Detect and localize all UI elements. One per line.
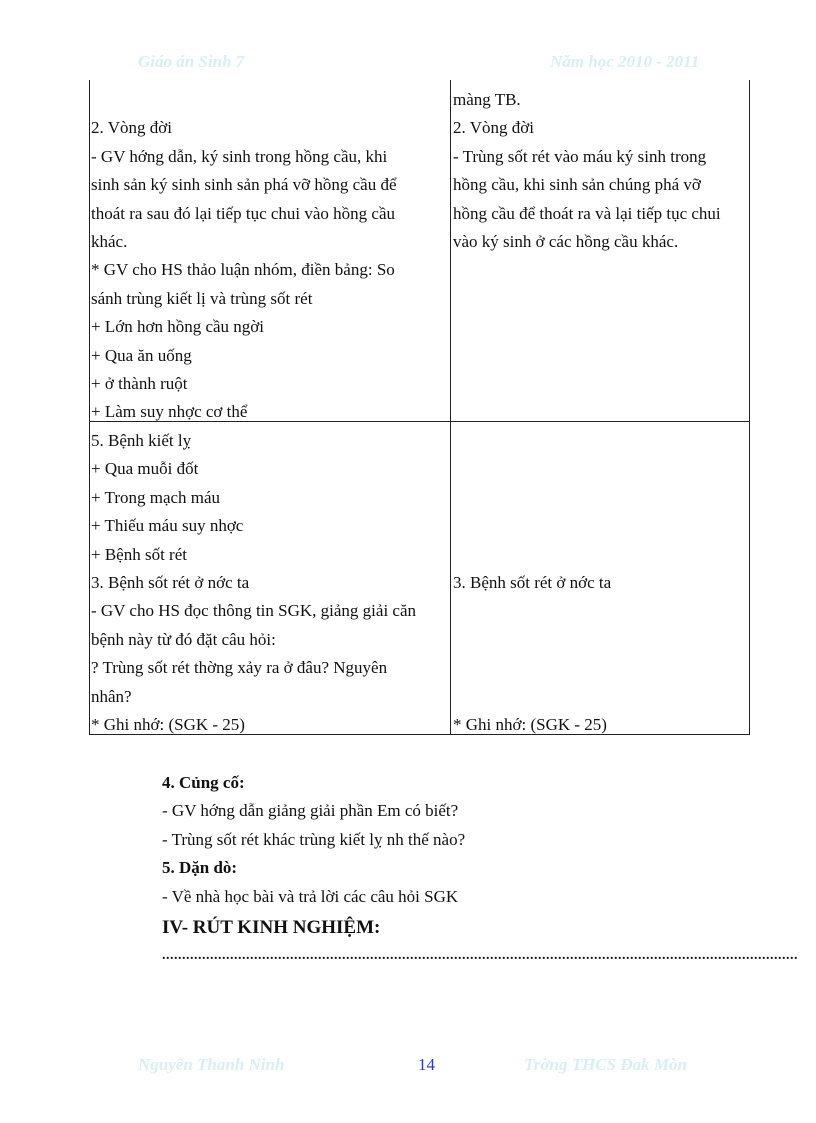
lesson-table	[89, 80, 750, 735]
experience-heading: IV- RÚT KINH NGHIỆM:	[162, 916, 381, 938]
row2-left-line: ? Trùng sốt rét thờng xảy ra ở đâu? Nguyên	[91, 658, 388, 678]
row1-left-line: khác.	[91, 231, 128, 251]
row1-left-line: sinh sản ký sinh sinh sản phá vỡ hồng cầu để	[91, 175, 397, 195]
experience-dotted-line: ...............................................................................................................................................................	[162, 948, 798, 963]
row2-left-line: + Bệnh sốt rét	[91, 544, 187, 564]
footer-school: Trờng THCS Đak Mòn	[524, 1055, 687, 1074]
footer-author: Nguyễn Thanh Ninh	[138, 1055, 285, 1074]
row2-right-line	[453, 512, 748, 540]
consolidation-line: - Trùng sốt rét khác trùng kiết lỵ nh thế nào?	[162, 829, 466, 849]
row2-right-line	[453, 484, 748, 512]
table-border-left	[89, 80, 90, 735]
row2-right-line	[453, 427, 748, 455]
row2-left-line: - GV cho HS đọc thông tin SGK, giảng giải căn	[91, 601, 417, 621]
row1-right-line: hồng cầu, khi sinh sản chúng phá vỡ	[453, 175, 701, 195]
row1-right-line: 2. Vòng đời	[453, 118, 534, 138]
table-border-middle	[450, 80, 451, 735]
row2-content-cell	[453, 427, 748, 739]
header-school-year: Năm học 2010 - 2011	[550, 52, 700, 71]
header-subject: Giáo án Sinh 7	[138, 52, 245, 71]
row2-right-line	[453, 683, 748, 711]
row2-left-line: nhân?	[91, 686, 132, 706]
row1-right-line: hồng cầu để thoát ra và lại tiếp tục chui	[453, 203, 721, 223]
row1-left-line: - GV hớng dẫn, ký sinh trong hồng cầu, khi	[91, 146, 388, 166]
homework-line: - Về nhà học bài và trả lời các câu hỏi SGK	[162, 886, 459, 906]
row1-content-cell	[453, 86, 748, 256]
row1-left-line: + Qua ăn uống	[91, 345, 192, 365]
consolidation-heading: 4. Củng cố:	[162, 773, 245, 792]
row1-left-line: thoát ra sau đó lại tiếp tục chui vào hồng cầu	[91, 203, 396, 223]
homework-heading: 5. Dặn dò:	[162, 858, 238, 878]
row2-right-line	[453, 541, 748, 569]
row2-right-line	[453, 654, 748, 682]
row1-left-line: sánh trùng kiết lị và trùng sốt rét	[91, 288, 313, 308]
page-number: 14	[418, 1055, 435, 1074]
row2-left-line: bệnh này từ đó đặt câu hỏi:	[91, 629, 276, 649]
row2-right-line	[453, 626, 748, 654]
row2-left-line: + Qua muỗi đốt	[91, 459, 199, 479]
row2-right-line	[453, 597, 748, 625]
row1-left-line: 2. Vòng đời	[91, 118, 172, 138]
row2-activity-cell	[91, 427, 447, 739]
row1-left-line: + Lớn hơn hồng cầu ngời	[91, 317, 265, 337]
row2-right-line: 3. Bệnh sốt rét ở nớc ta	[453, 572, 612, 592]
row2-left-line: * Ghi nhớ: (SGK - 25)	[91, 714, 245, 734]
table-border-right	[749, 80, 750, 735]
row2-left-line: + Trong mạch máu	[91, 487, 221, 507]
lesson-closing-section	[162, 769, 465, 942]
row1-left-line: + ở thành ruột	[91, 373, 188, 393]
row2-left-line: 5. Bệnh kiết lỵ	[91, 431, 192, 450]
row1-right-line: màng TB.	[453, 90, 521, 109]
row1-left-line: + Làm suy nhợc cơ thể	[91, 402, 248, 422]
row2-left-line: 3. Bệnh sốt rét ở nớc ta	[91, 572, 250, 592]
row2-left-line: + Thiếu máu suy nhợc	[91, 516, 244, 536]
row1-right-line: vào ký sinh ở các hồng cầu khác.	[453, 231, 679, 251]
row1-right-line: - Trùng sốt rét vào máu ký sinh trong	[453, 146, 707, 166]
row1-left-line	[91, 86, 447, 114]
consolidation-line: - GV hớng dẫn giảng giải phần Em có biết?	[162, 801, 459, 821]
row2-right-line	[453, 455, 748, 483]
row2-right-line: * Ghi nhớ: (SGK - 25)	[453, 714, 607, 734]
row1-left-line: * GV cho HS thảo luận nhóm, điền bảng: So	[91, 260, 395, 280]
row1-activity-cell	[91, 86, 447, 427]
